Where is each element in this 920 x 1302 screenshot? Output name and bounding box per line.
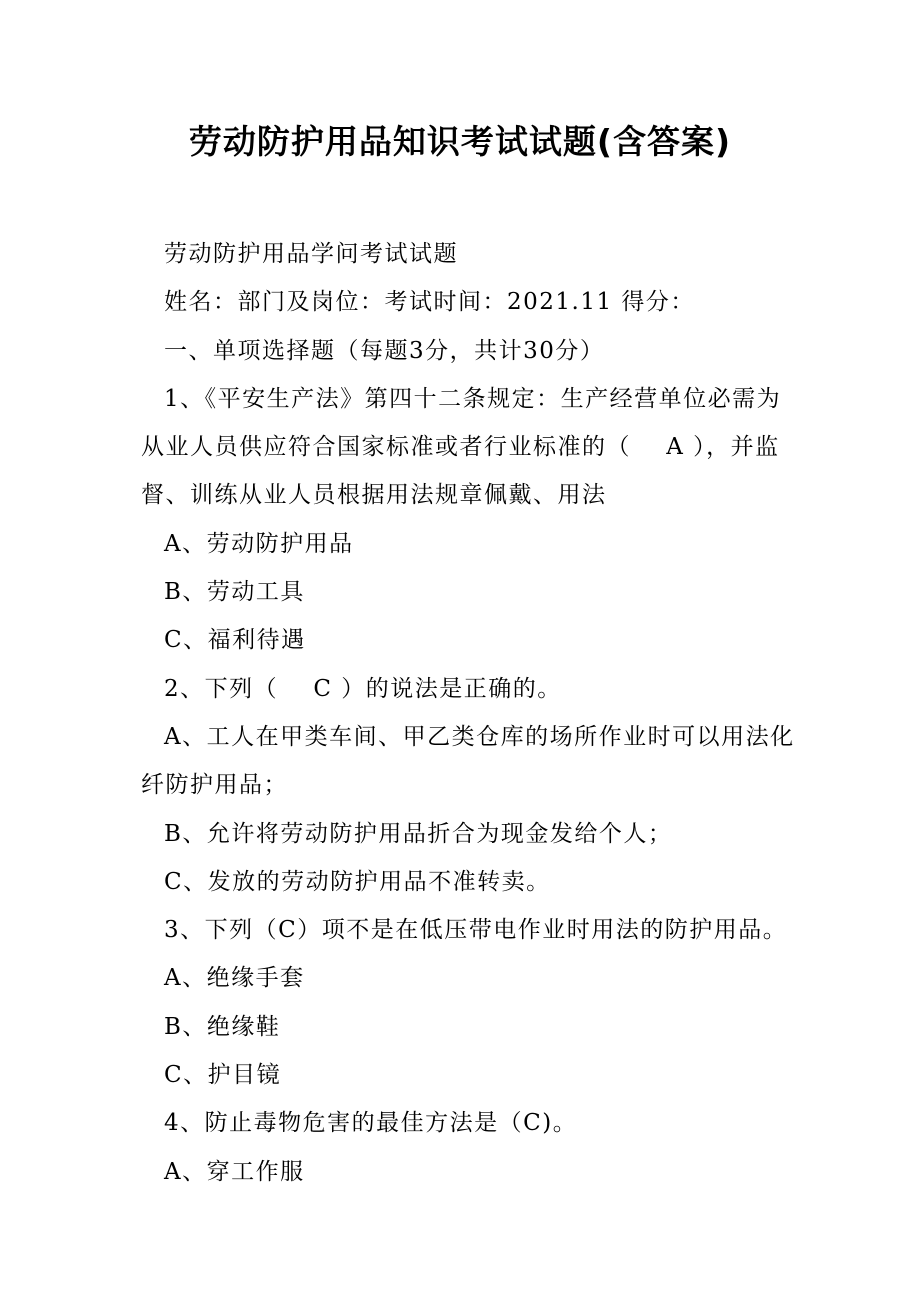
question-1-option-c: C、福利待遇	[164, 627, 306, 654]
exam-header-fields: 姓名：部门及岗位：考试时间：2021.11 得分：	[164, 289, 695, 316]
question-1-option-a: A、劳动防护用品	[164, 530, 354, 557]
section-heading: 一、单项选择题（每题3分，共计30分）	[164, 337, 605, 364]
question-4: 4、防止毒物危害的最佳方法是（C)。	[164, 1110, 578, 1137]
question-1-option-b: B、劳动工具	[164, 579, 305, 606]
exam-subtitle: 劳动防护用品学问考试试题	[164, 241, 458, 267]
question-3-option-c: C、护目镜	[164, 1062, 282, 1089]
document-title: 劳动防护用品知识考试试题(含答案)	[188, 122, 732, 161]
document-body	[141, 230, 801, 1196]
question-4-option-a: A、穿工作服	[164, 1158, 305, 1185]
question-2-option-b: B、允许将劳动防护用品折合为现金发给个人；	[164, 820, 673, 847]
question-2-option-c: C、发放的劳动防护用品不准转卖。	[164, 868, 551, 895]
question-2-option-a: A、工人在甲类车间、甲乙类仓库的场所作业时可以用法化纤防护用品；	[141, 723, 795, 799]
question-3-option-b: B、绝缘鞋	[164, 1013, 281, 1040]
question-1: 1、《平安生产法》第四十二条规定：生产经营单位必需为从业人员供应符合国家标准或者行业标准的（ A ），并监督、训练从业人员根据用法规章佩戴、用法	[141, 385, 782, 509]
question-3: 3、下列（C）项不是在低压带电作业时用法的防护用品。	[164, 917, 788, 944]
question-3-option-a: A、绝缘手套	[164, 965, 305, 992]
question-2: 2、下列（ C ）的说法是正确的。	[164, 675, 562, 702]
